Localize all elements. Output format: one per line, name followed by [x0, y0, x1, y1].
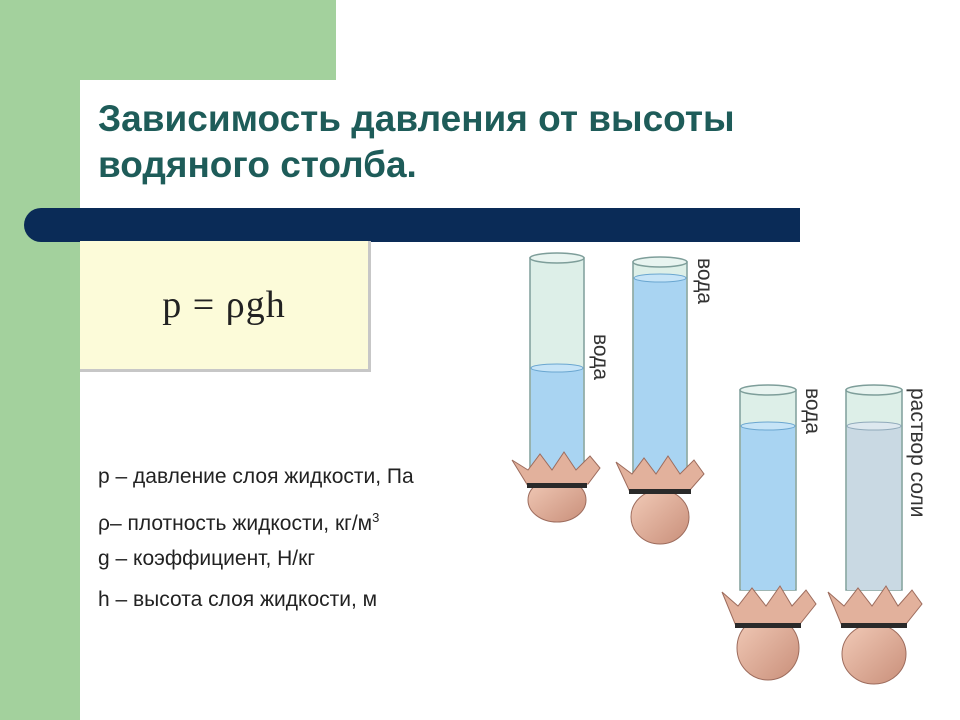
- rubber-bulb: [631, 490, 689, 544]
- water-surface: [531, 364, 583, 372]
- label-water-2: вода: [693, 258, 716, 305]
- band: [735, 623, 801, 628]
- definition-coefficient-text: g – коэффициент, Н/кг: [98, 547, 315, 570]
- divider-bar: [24, 208, 800, 242]
- rubber-membrane: [828, 586, 922, 626]
- definition-pressure: [98, 456, 414, 497]
- definition-height: [98, 579, 414, 620]
- slide-title-line2: водяного столба.: [98, 144, 417, 185]
- tubes-illustration: [500, 250, 960, 690]
- band: [841, 623, 907, 628]
- label-water-1: вода: [589, 334, 612, 381]
- tube-2: [616, 257, 704, 544]
- definitions-list: [98, 456, 414, 620]
- tube-rim: [633, 257, 687, 267]
- slide-title-line1: Зависимость давления от высоты: [98, 98, 735, 139]
- salt-solution-fill: [847, 426, 901, 590]
- water-surface: [741, 422, 795, 430]
- definition-coefficient: [98, 538, 414, 579]
- band: [527, 483, 587, 488]
- water-fill: [741, 426, 795, 590]
- band: [629, 489, 691, 494]
- rubber-membrane: [722, 586, 816, 626]
- definition-pressure-text: p – давление слоя жидкости, Па: [98, 465, 414, 488]
- formula-box: [80, 241, 371, 372]
- solution-surface: [847, 422, 901, 430]
- tube-rim: [530, 253, 584, 263]
- definition-height-text: h – высота слоя жидкости, м: [98, 588, 378, 611]
- left-accent-bar: [0, 0, 80, 720]
- tube-rim: [846, 385, 902, 395]
- definition-density-text: ρ– плотность жидкости, кг/м: [98, 512, 373, 535]
- formula: p = ρgh: [162, 284, 286, 326]
- water-fill: [634, 278, 686, 475]
- top-accent-bar: [0, 0, 336, 80]
- tube-1: [512, 253, 600, 522]
- tube-rim: [740, 385, 796, 395]
- definition-density: [98, 497, 414, 538]
- water-surface: [634, 274, 686, 282]
- rubber-bulb: [842, 624, 906, 684]
- label-salt-solution: раствор соли: [906, 388, 929, 518]
- slide-title: [98, 96, 858, 188]
- superscript-three: 3: [372, 510, 380, 525]
- label-water-3: вода: [801, 388, 824, 435]
